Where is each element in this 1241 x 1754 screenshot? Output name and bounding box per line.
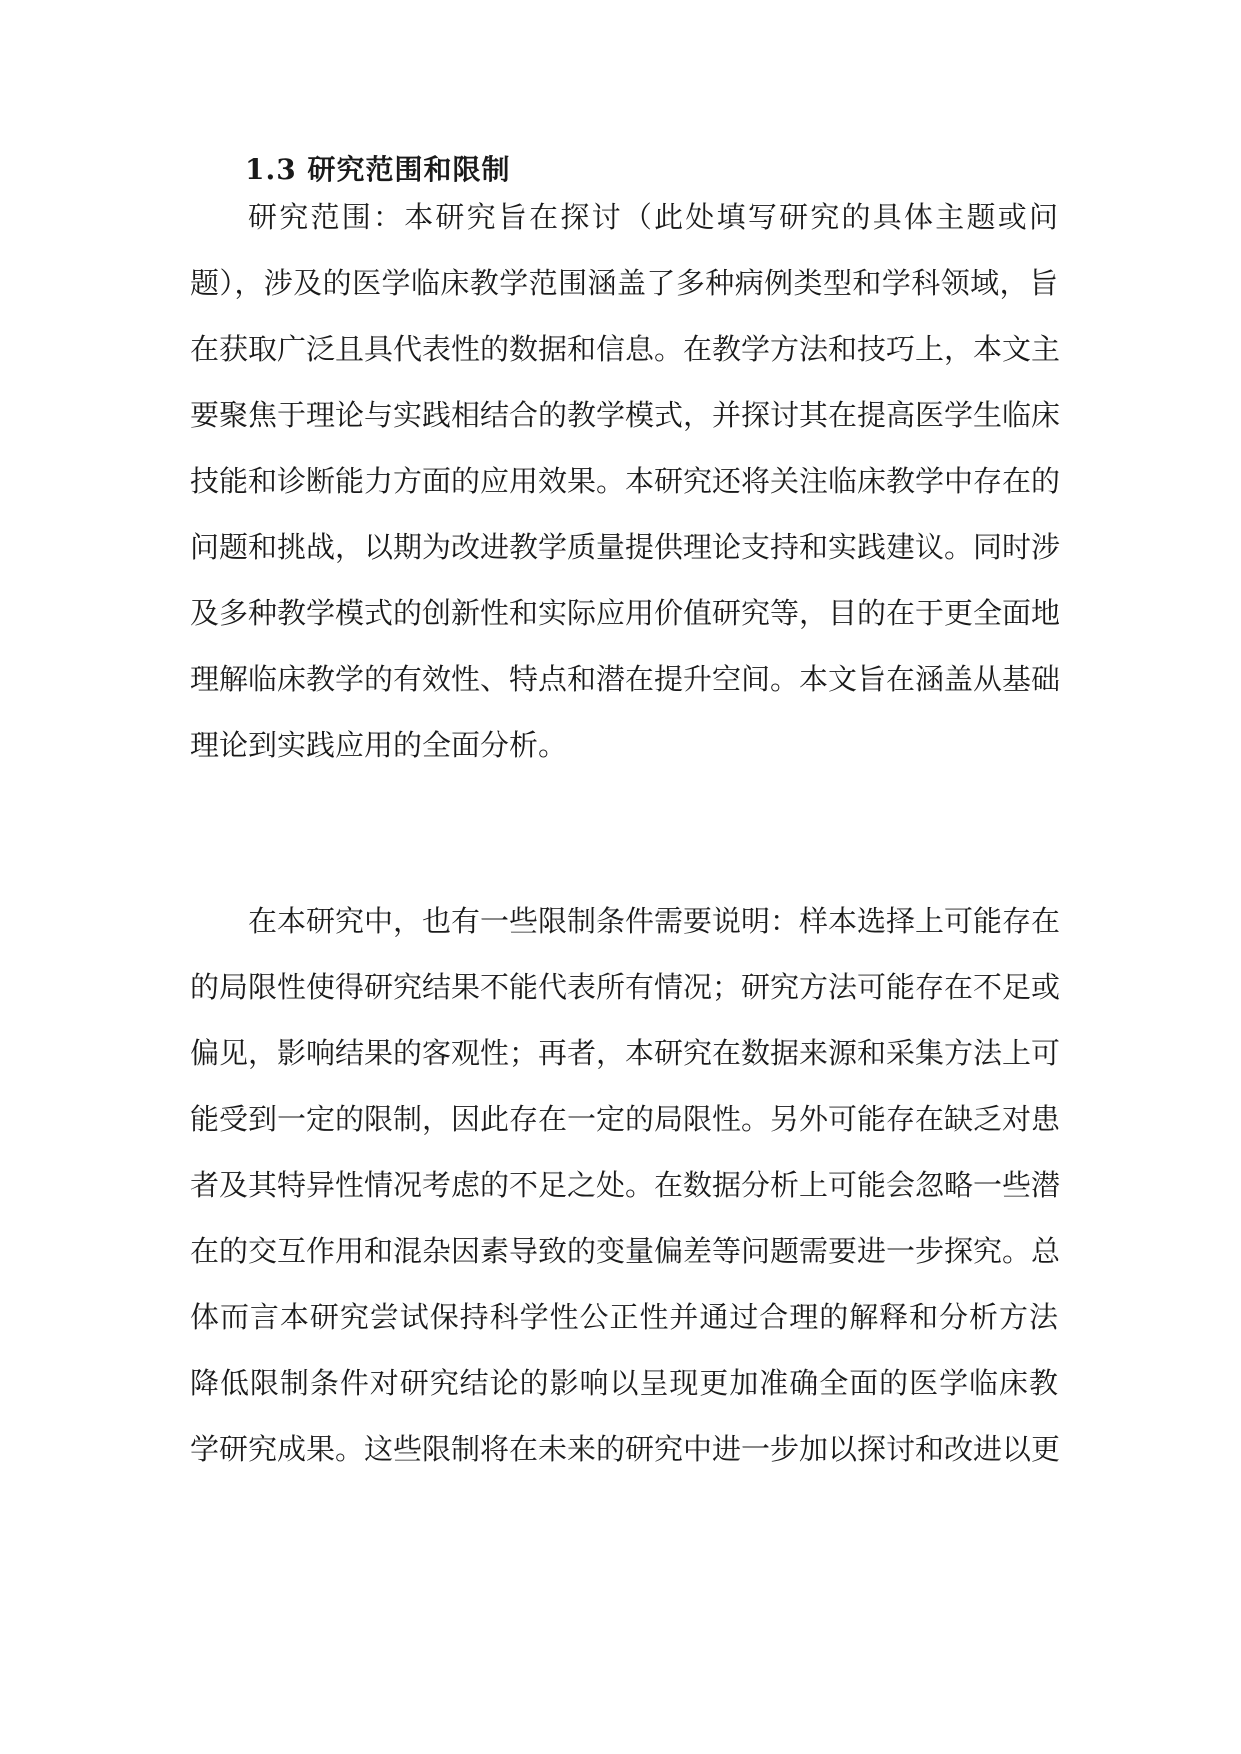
text-line: 及多种教学模式的创新性和实际应用价值研究等，目的在于更全面地 [190,596,1061,630]
text-line: 技能和诊断能力方面的应用效果。本研究还将关注临床教学中存在的 [190,464,1061,498]
text-line: 学研究成果。这些限制将在未来的研究中进一步加以探讨和改进以更 [190,1432,1061,1466]
text-line: 体而言本研究尝试保持科学性公正性并通过合理的解释和分析方法 [190,1300,1058,1334]
paragraph-research-limitations [190,888,1061,1482]
text-line: 能受到一定的限制，因此存在一定的局限性。另外可能存在缺乏对患 [190,1102,1061,1136]
paragraph-research-scope [190,184,1061,778]
text-line: 问题和挑战，以期为改进教学质量提供理论支持和实践建议。同时涉 [190,530,1061,564]
section-heading: 1.3 研究范围和限制 [245,153,511,186]
text-line: 在的交互作用和混杂因素导致的变量偏差等问题需要进一步探究。总 [190,1234,1061,1268]
text-line: 的局限性使得研究结果不能代表所有情况；研究方法可能存在不足或 [190,970,1061,1004]
text-line: 在本研究中，也有一些限制条件需要说明：样本选择上可能存在 [248,904,1061,938]
text-line: 降低限制条件对研究结论的影响以呈现更加准确全面的医学临床教 [190,1366,1058,1400]
text-line: 研究范围：本研究旨在探讨（此处填写研究的具体主题或问 [248,200,1058,234]
text-line: 题），涉及的医学临床教学范围涵盖了多种病例类型和学科领域，旨 [190,266,1058,300]
text-line: 理论到实践应用的全面分析。 [190,728,568,762]
text-line: 在获取广泛且具代表性的数据和信息。在教学方法和技巧上，本文主 [190,332,1061,366]
text-line: 要聚焦于理论与实践相结合的教学模式，并探讨其在提高医学生临床 [190,398,1061,432]
text-line: 者及其特异性情况考虑的不足之处。在数据分析上可能会忽略一些潜 [190,1168,1061,1202]
text-line: 偏见，影响结果的客观性；再者，本研究在数据来源和采集方法上可 [190,1036,1061,1070]
text-line: 理解临床教学的有效性、特点和潜在提升空间。本文旨在涵盖从基础 [190,662,1061,696]
